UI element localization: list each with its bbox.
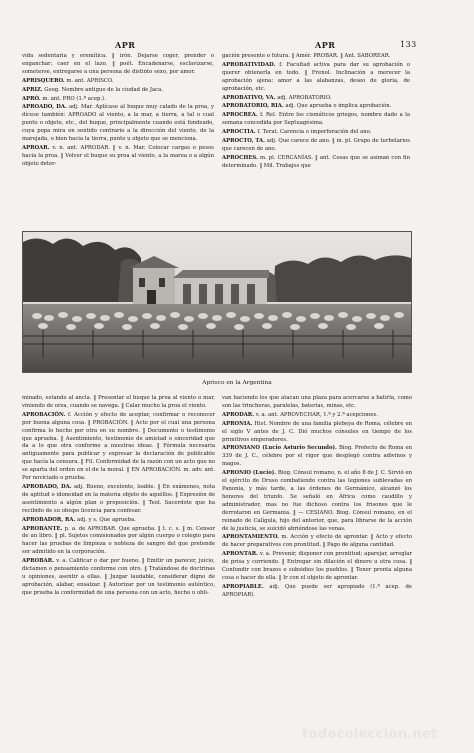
entry-definition: v. a. Prevenir, disponer con prontitud; aparejar, arreglar de prisa y corriendo. ‖ Entregar sin dilación el dinero u otra cosa. ‖ Confundir con brazos o subsidios los pueblos. ‖ Tener pronta alguna cosa o hacer de ella. ‖ Ir con el objeto de aprontar.	[222, 551, 412, 581]
entry-headword: APRIZ.	[22, 86, 43, 93]
dictionary-entry	[22, 53, 214, 77]
dictionary-entry	[22, 78, 214, 86]
dictionary-entry	[22, 96, 214, 104]
entry-headword: APROCTO, TA.	[222, 138, 265, 145]
entry-definition: adj. Que carece de ano. ‖ m. pl. Grupo de turbelarios que carecen de ano.	[222, 138, 410, 152]
column-left-bottom	[22, 394, 215, 724]
dictionary-entry	[222, 103, 410, 111]
entry-headword: APROCHES.	[222, 154, 258, 161]
entry-headword: APROBATIVIDAD.	[222, 61, 276, 68]
dictionary-entry	[22, 484, 215, 516]
dictionary-entry	[222, 421, 412, 445]
dictionary-entry	[22, 412, 215, 483]
entry-definition: adj. APROBATORIO.	[277, 94, 332, 101]
entry-headword: APROBANTE.	[22, 525, 63, 532]
entry-definition: m. ant. PRO (1.ª acep.).	[42, 95, 106, 102]
entry-headword: APROADO, DA.	[22, 104, 67, 111]
entry-definition: vida sedentaria y eremítica. ‖ irón. Dejarse coger, prender o enganchar; caer en el lazo. ‖ poét. Encadenarse, esclavizarse, someterse, entregarse a una persona de distinto sexo, por amor.	[22, 53, 214, 75]
entry-definition: m. pl. CERCANÍAS. ‖ ant. Cosas que se asiman con fin determinado. ‖ Mil. Trabajos que	[222, 154, 410, 169]
running-head-right: APR	[315, 40, 336, 50]
entry-definition: adj. Bueno, excelente, loable. ‖ En exámenes, nota de aptitud o idoneidad en la materia objeto de aquéllos. ‖ Expresión de asentimiento a algún plan o proposición. ‖ Teol. Sacerdote que ha recibido de su obispo licencia para confesar.	[22, 483, 215, 514]
dictionary-entry	[22, 104, 214, 144]
dictionary-entry	[22, 526, 215, 558]
column-left-top	[22, 52, 214, 230]
entry-definition: p. a. de APROBAR. Que aprueba. ‖ t. c. s. ‖ m. Censor de un libro. ‖ pl. Sujetos comisionados por algún cuerpo o colegio para hacer las pruebas de limpieza o nobleza de sangre del que pretende ser admitido en la corporación.	[22, 525, 215, 556]
entry-headword: APROCREA.	[222, 112, 258, 119]
dictionary-entry	[222, 95, 410, 103]
entry-headword: APROCTIA.	[222, 129, 256, 136]
entry-headword: APROBATIVO, VA.	[222, 94, 276, 101]
dictionary-entry	[222, 62, 410, 94]
entry-definition: Hist. Nombre de una familia plebeya de Roma, célebre en el siglo V antes de J. C. Dió muchos cónsules en tiempo de los primitivos emperadores.	[222, 420, 412, 443]
dictionary-entry	[22, 395, 215, 411]
dictionary-entry	[222, 470, 412, 533]
entry-headword: APRÓ.	[22, 95, 41, 102]
figure-caption: Aprisco en la Argentina	[202, 380, 272, 386]
entry-headword: APROPIABLE.	[222, 583, 264, 590]
entry-headword: APRONIO (Lucio).	[222, 470, 277, 477]
dictionary-entry	[222, 412, 412, 420]
entry-headword: APRISQUERO.	[22, 77, 65, 84]
dictionary-entry	[222, 551, 412, 583]
watermark: todocoleccion.net	[302, 727, 438, 742]
entry-headword: APRONIA.	[222, 420, 253, 427]
entry-definition: v. a. Calificar o dar por bueno. ‖ Emitir un parecer, juicio, dictamen o pensamiento conforme con otro. ‖ Tratándose de doctrinas u opiniones, asentir a ellas. ‖ Juzgar laudable, considerar digno de aprobación, alabar, ensalzar. ‖ Autorizar por un testimonio auténtico, que prueba la conformidad de una persona con un acto, hecho u obli-	[22, 558, 215, 596]
dictionary-entry	[222, 53, 410, 61]
column-right-bottom	[222, 394, 412, 724]
entry-definition: f. Facultad activa para dar su aprobación o querer obtenerla en todo. ‖ Frenol. Inclinación a merecer la aprobación ajena; amor a las alabanzas, deseo de gloria, de aprobación, etc.	[222, 61, 410, 92]
dictionary-entry	[22, 517, 215, 525]
entry-definition: m. ant. APRISCO.	[66, 77, 114, 84]
entry-headword: APRODAR.	[222, 411, 255, 418]
entry-headword: APROAR.	[22, 144, 50, 151]
entry-headword: APRONTAMIENTO.	[222, 534, 280, 541]
dictionary-entry	[222, 534, 412, 550]
entry-definition: Biog. Cónsul romano, n. el año 8 de J. C. Sirvió en el ejército de Druso combatiendo contra las legiones sublevadas en Panonia, y más tarde, a las órdenes de Germánico, alcanzó los honores del triunfo. Se señaló en África como caudillo y administrador, mas no fue dichoso contra los frisones que le derrotaron en Germania. ‖ — CESIANO. Biog. Cónsul romano, en el reinado de Calígula, hijo del anterior, que, para librarse de la acción de la justicia, se suicidó abriéndose las venas.	[222, 470, 412, 532]
dictionary-entry	[222, 584, 412, 600]
dictionary-entry	[22, 145, 214, 169]
page-number: 133	[400, 40, 417, 49]
entry-definition: Geog. Nombre antiguo de la ciudad de Jaca.	[44, 86, 163, 93]
entry-definition: v. n. ant. APRODAR. ‖ v. n. Mar. Colocar cargas o pesos hacia la proa. ‖ Volver el buque su proa al viento, a la marea o a algún objeto deter-	[22, 144, 214, 167]
entry-headword: APROBAR.	[22, 558, 54, 565]
entry-definition: gación presente o futura. ‖ Amér. PROBAR. ‖ Ant. SABOREAR.	[222, 53, 391, 59]
entry-headword: APROBADOR, RA.	[22, 516, 76, 523]
entry-headword: APROBATORIO, RIA.	[222, 103, 284, 110]
entry-definition: minado, estando al ancla. ‖ Presentar el buque la proa al viento o mar, viniendo de orza, cuando se navega. ‖ Calar mucho la proa el viento.	[22, 395, 215, 409]
column-right-top	[222, 52, 410, 230]
entry-definition: van haciendo los que atacan una plaza para acercarse a batirla, como son las trincheras, paralelas, baterías, minas, etc.	[222, 395, 412, 409]
entry-headword: APROBACIÓN.	[22, 411, 66, 418]
entry-definition: v. a. ant. APROVECHAR, 1.ª y 2.ª acepciones.	[255, 411, 378, 418]
entry-definition: adj. Que aprueba o implica aprobación.	[285, 103, 392, 110]
entry-definition: adj. y s. Que aprueba.	[77, 516, 136, 523]
entry-headword: APROBADO, DA.	[22, 483, 72, 490]
running-head-left: APR	[115, 40, 136, 50]
dictionary-entry	[22, 558, 215, 598]
dictionary-entry	[222, 155, 410, 171]
dictionary-entry	[222, 112, 410, 128]
entry-headword: APRONTAR.	[222, 551, 258, 558]
entry-definition: f. Acción y efecto de aceptar, confirmar o reconocer por buena alguna cosa. ‖ PROBACIÓN. ‖ Acto por el cual una persona confirma lo hecho por otra en su nombre. ‖ Documento o testimonio que aprueba. ‖ Asentimiento, testimonio de amistad o sinceridad que da a lo que otra conforme a nuestras ideas. ‖ Fórmula necesaria antiguamente para publicar y expresar la declaración de publicable que hacía la censura. ‖ Fil. Conformidad de la razón con un acto que no se aparta del orden en el de la moral. ‖ EN APROBACIÓN. m. adv. ant. Por noviciado o prueba.	[22, 411, 215, 482]
dictionary-entry	[222, 395, 412, 411]
dictionary-entry	[222, 129, 410, 137]
aprisco-photo	[22, 231, 412, 373]
entry-definition: f. Rel. Entre los cismáticos griegos, nombre dado a la semana concedida por Septuagésima.	[222, 112, 410, 127]
entry-definition: Biog. Prefecto de Roma en 339 de J. C., célebre por el rigor que desplegó contra adivinos y magos.	[222, 445, 412, 468]
entry-definition: f. Terat. Carencia o imperforación del ano.	[257, 129, 372, 136]
entry-definition: m. Acción y efecto de aprontar. ‖ Acto y efecto de hacer preparativos con prontitud. ‖ Pago de alguna cantidad.	[222, 534, 412, 549]
dictionary-entry	[222, 138, 410, 154]
entry-headword: APRONIANO (Lucio Asturio Secundo).	[222, 445, 337, 452]
dictionary-entry	[222, 445, 412, 469]
entry-definition: adj. Que puede ser apropiado (1.ª acep. de APROPIAR).	[222, 583, 412, 598]
entry-definition: adj. Mar. Aplícase al buque muy calado de la proa, y dícese también: APROADO al viento, a la mar, a tierra, a tal o cual punto u objeto, etc., del buque, principalmente cuando está fondeado, cuya popa mira en sentido contrario a la dirección del viento, de la marejada, o bien hacia la tierra, punto u objeto que se menciona.	[22, 104, 214, 143]
dictionary-entry	[22, 87, 214, 95]
